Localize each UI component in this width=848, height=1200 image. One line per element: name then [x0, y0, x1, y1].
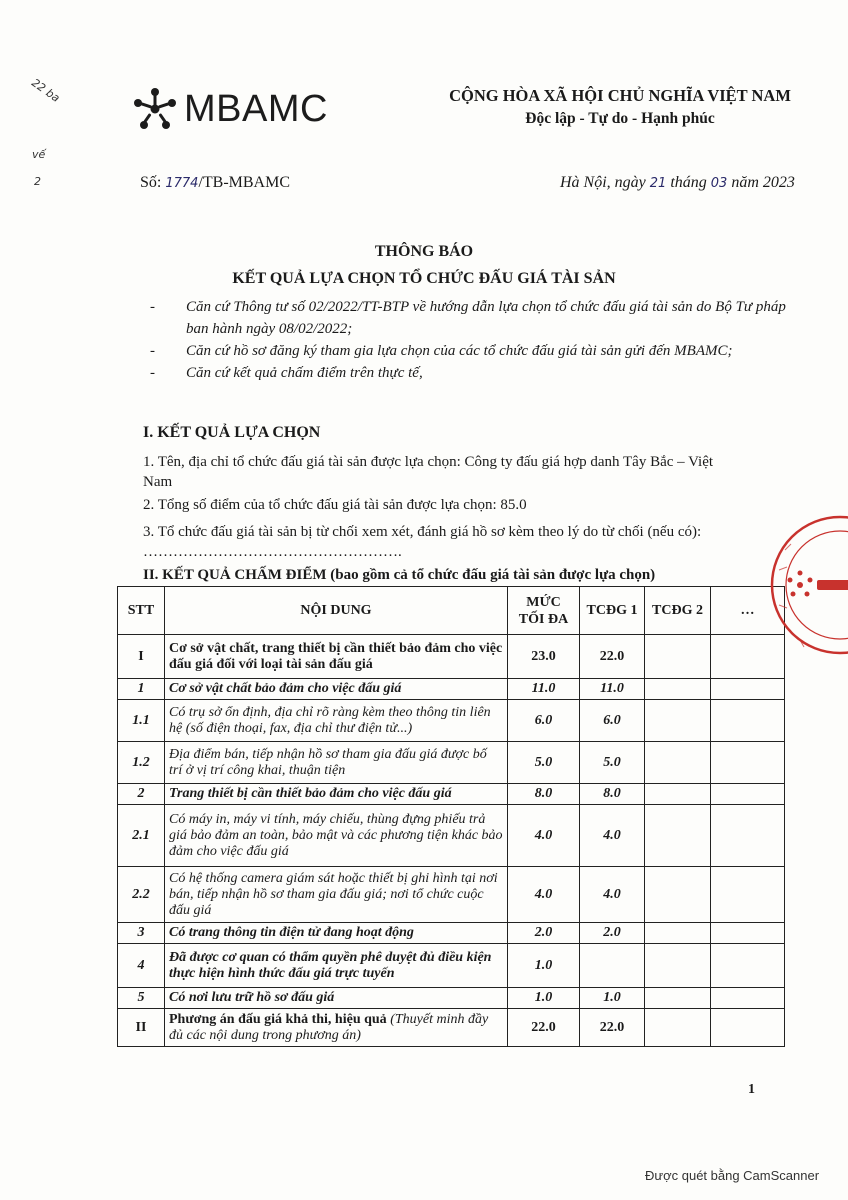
cell-content-text: Địa điểm bán, tiếp nhận hồ sơ tham gia đấu giá được bố trí ở vị trí công khai, thuận tiện: [169, 746, 487, 778]
header-tcdg-2: TCĐG 2: [645, 587, 711, 635]
cell-max-text: 1.0: [534, 957, 553, 973]
cell-stt: [118, 679, 165, 700]
cell-tcdg-1-text: 6.0: [603, 712, 621, 728]
legal-basis-list: [150, 296, 790, 384]
cell-content-text: Cơ sở vật chất, trang thiết bị cần thiết bảo đảm cho việc đấu giá đối với loại tài sản đấu giá: [169, 640, 503, 672]
section-2-note: (bao gồm cả tổ chức đấu giá tài sản được lựa chọn): [326, 567, 656, 583]
cell-max: [508, 700, 580, 742]
cell-tcdg-1-text: 11.0: [600, 681, 624, 696]
cell-content: [165, 867, 508, 923]
table-row: [118, 700, 785, 742]
cell-stt-text: 2.2: [132, 886, 150, 902]
cell-content: [165, 1009, 508, 1047]
basis-item: [150, 362, 790, 384]
cell-more: [711, 867, 785, 923]
page-number: 1: [748, 1082, 755, 1097]
cell-stt: [118, 867, 165, 923]
logo-text: MBAMC: [184, 88, 328, 130]
header-tcdg-1: TCĐG 1: [580, 587, 645, 635]
doc-number-suffix: /TB-MBAMC: [198, 174, 291, 191]
notice-title: THÔNG BÁO: [374, 243, 474, 260]
cell-max-text: 6.0: [534, 712, 553, 728]
date-month-prefix: tháng: [666, 174, 711, 191]
table-header-row: [118, 587, 785, 635]
cell-max: [508, 1009, 580, 1047]
table-row: [118, 867, 785, 923]
cell-content: [165, 805, 508, 867]
cell-tcdg-1: [580, 867, 645, 923]
cell-content-text: Có nơi lưu trữ hồ sơ đấu giá: [169, 990, 335, 1005]
cell-max-text: 4.0: [534, 827, 553, 843]
cell-content: [165, 700, 508, 742]
cell-stt: [118, 700, 165, 742]
cell-tcdg-2: [645, 867, 711, 923]
cell-more: [711, 679, 785, 700]
national-title: CỘNG HÒA XÃ HỘI CHỦ NGHĨA VIỆT NAM: [449, 86, 791, 105]
cell-max-text: 8.0: [534, 786, 553, 801]
date-suffix: năm 2023: [727, 174, 795, 191]
mbamc-logo: [130, 84, 360, 134]
cell-tcdg-1: [580, 923, 645, 944]
scanner-footer: Được quét bằng CamScanner: [645, 1168, 820, 1183]
table-row: [118, 923, 785, 944]
cell-content: [165, 988, 508, 1009]
cell-max: [508, 742, 580, 784]
basis-text: Căn cứ Thông tư số 02/2022/TT-BTP về hướng dẫn lựa chọn tổ chức đấu giá tài sản do Bộ Tư pháp ban hành ngày 08/02/2022;: [186, 299, 786, 337]
cell-tcdg-1: [580, 1009, 645, 1047]
cell-tcdg-2: [645, 635, 711, 679]
cell-tcdg-1-text: 8.0: [603, 786, 621, 801]
cell-tcdg-2: [645, 784, 711, 805]
cell-more: [711, 923, 785, 944]
cell-stt: [118, 784, 165, 805]
cell-stt-text: II: [135, 1019, 147, 1035]
cell-tcdg-1: [580, 988, 645, 1009]
cell-tcdg-1: [580, 679, 645, 700]
cell-content: [165, 635, 508, 679]
cell-max: [508, 635, 580, 679]
cell-max: [508, 944, 580, 988]
cell-stt-text: 1: [137, 681, 145, 696]
cell-max-text: 5.0: [534, 754, 553, 770]
cell-content-text: Trang thiết bị cần thiết bảo đảm cho việc đấu giá: [169, 786, 452, 801]
cell-content: [165, 944, 508, 988]
basis-dash: -: [150, 343, 155, 359]
cell-stt: [118, 988, 165, 1009]
cell-stt: [118, 923, 165, 944]
table-row: [118, 742, 785, 784]
cell-tcdg-1-text: 2.0: [603, 925, 621, 940]
motto: Độc lập - Tự do - Hạnh phúc: [525, 110, 715, 127]
cell-more: [711, 784, 785, 805]
basis-dash: -: [150, 299, 155, 315]
table-row: [118, 679, 785, 700]
cell-tcdg-2: [645, 1009, 711, 1047]
cell-more: [711, 1009, 785, 1047]
doc-number-handwritten: 1774: [165, 176, 199, 191]
cell-tcdg-2: [645, 700, 711, 742]
cell-stt-text: 1.2: [132, 754, 150, 770]
cell-max: [508, 805, 580, 867]
star-logo-icon: [130, 84, 180, 134]
cell-tcdg-1: [580, 944, 645, 988]
cell-content: [165, 784, 508, 805]
date-day: 21: [649, 176, 667, 191]
section-1-paragraph-2: 2. Tổng số điểm của tổ chức đấu giá tài sản được lựa chọn: 85.0: [143, 497, 527, 513]
date-month: 03: [710, 176, 728, 191]
cell-tcdg-2: [645, 742, 711, 784]
cell-tcdg-1: [580, 742, 645, 784]
section-1-paragraph-3: 3. Tổ chức đấu giá tài sản bị từ chối xem xét, đánh giá hồ sơ kèm theo lý do từ chối (nếu có): …………………………………………….: [143, 524, 702, 560]
cell-tcdg-1-text: 22.0: [599, 648, 625, 664]
cell-max: [508, 784, 580, 805]
table-row: [118, 635, 785, 679]
header-max: MỨC TỐI ĐA: [508, 587, 580, 635]
cell-max-text: 4.0: [534, 886, 553, 902]
margin-note-1: 22 ba: [29, 76, 63, 105]
cell-tcdg-1: [580, 805, 645, 867]
cell-more: [711, 700, 785, 742]
basis-item: [150, 340, 790, 362]
cell-more: [711, 944, 785, 988]
cell-content: [165, 679, 508, 700]
cell-tcdg-2: [645, 923, 711, 944]
cell-tcdg-2: [645, 988, 711, 1009]
cell-tcdg-1: [580, 635, 645, 679]
header-content: NỘI DUNG: [165, 587, 508, 635]
cell-stt-text: 3: [137, 925, 145, 940]
cell-stt-text: 4: [137, 957, 145, 973]
notice-subtitle: KẾT QUẢ LỰA CHỌN TỔ CHỨC ĐẤU GIÁ TÀI SẢN: [232, 270, 616, 287]
cell-content-text: Phương án đấu giá khả thi, hiệu quả: [169, 1011, 387, 1027]
document-date: [560, 174, 795, 192]
cell-more: [711, 805, 785, 867]
cell-stt-text: 5: [137, 990, 145, 1005]
cell-tcdg-1: [580, 700, 645, 742]
section-2-title: II. KẾT QUẢ CHẤM ĐIỂM: [143, 567, 327, 583]
cell-stt-text: 1.1: [132, 712, 150, 728]
basis-text: Căn cứ kết quả chấm điểm trên thực tế,: [186, 365, 423, 381]
margin-note-2: vế: [32, 148, 46, 161]
cell-tcdg-1-text: 22.0: [599, 1019, 625, 1035]
cell-tcdg-1-text: 4.0: [603, 827, 621, 843]
cell-content-text: Có trang thông tin điện tử đang hoạt động: [169, 925, 414, 940]
cell-content-text: Có trụ sở ổn định, địa chỉ rõ ràng kèm theo thông tin liên hệ (số điện thoại, fax, địa chỉ thư điện tử...): [169, 704, 491, 736]
cell-more: [711, 742, 785, 784]
cell-content-text: Cơ sở vật chất bảo đảm cho việc đấu giá: [169, 681, 402, 696]
score-table: [117, 586, 785, 1047]
table-row: [118, 784, 785, 805]
cell-stt-text: 2.1: [132, 827, 150, 843]
cell-content-text: Có hệ thống camera giám sát hoặc thiết bị ghi hình tại nơi bán, tiếp nhận hồ sơ tham gia đấu giá; nơi tổ chức cuộc đấu giá: [169, 870, 498, 918]
cell-max: [508, 679, 580, 700]
table-row: [118, 805, 785, 867]
cell-stt: [118, 944, 165, 988]
table-row: [118, 988, 785, 1009]
cell-content-note: (Thuyết minh đầy đủ các nội dung trong phương án): [169, 1011, 489, 1043]
cell-max: [508, 923, 580, 944]
cell-tcdg-2: [645, 805, 711, 867]
red-seal-stamp: [755, 510, 848, 660]
section-1-paragraph-1: 1. Tên, địa chỉ tổ chức đấu giá tài sản được lựa chọn: Công ty đấu giá hợp danh Tây Bắc – Việt Nam: [143, 454, 714, 490]
section-2-heading: [143, 567, 655, 584]
table-row: [118, 944, 785, 988]
cell-stt: [118, 805, 165, 867]
cell-stt: [118, 742, 165, 784]
section-1-heading: I. KẾT QUẢ LỰA CHỌN: [143, 424, 321, 441]
cell-stt-text: 2: [137, 786, 145, 801]
cell-max: [508, 867, 580, 923]
cell-content-text: Đã được cơ quan có thẩm quyền phê duyệt đủ điều kiện thực hiện hình thức đấu giá trực tuyến: [169, 949, 492, 981]
cell-tcdg-2: [645, 944, 711, 988]
cell-tcdg-1-text: 4.0: [603, 886, 621, 902]
header-stt: STT: [118, 587, 165, 635]
basis-text: Căn cứ hồ sơ đăng ký tham gia lựa chọn của các tổ chức đấu giá tài sản gửi đến MBAMC;: [186, 343, 733, 359]
cell-content: [165, 742, 508, 784]
cell-tcdg-1-text: 5.0: [603, 754, 621, 770]
cell-more: [711, 988, 785, 1009]
cell-max-text: 22.0: [531, 1019, 556, 1035]
cell-max: [508, 988, 580, 1009]
date-prefix: Hà Nội, ngày: [560, 174, 650, 191]
cell-max-text: 11.0: [531, 681, 556, 696]
cell-stt-text: I: [138, 648, 144, 664]
document-number: [140, 174, 290, 192]
margin-note-3: 2: [34, 175, 41, 188]
table-row: [118, 1009, 785, 1047]
cell-max-text: 2.0: [534, 925, 553, 940]
cell-max-text: 1.0: [534, 990, 553, 1005]
cell-content: [165, 923, 508, 944]
cell-tcdg-1-text: 1.0: [603, 990, 621, 1005]
basis-dash: -: [150, 365, 155, 381]
national-header: [440, 86, 800, 128]
doc-number-prefix: Số:: [140, 174, 166, 191]
basis-item: [150, 296, 790, 340]
cell-max-text: 23.0: [531, 648, 556, 664]
header-more: …: [711, 587, 785, 635]
cell-stt: [118, 1009, 165, 1047]
cell-stt: [118, 635, 165, 679]
cell-tcdg-1: [580, 784, 645, 805]
cell-tcdg-2: [645, 679, 711, 700]
cell-content-text: Có máy in, máy vi tính, máy chiếu, thùng đựng phiếu trả giá bảo đảm an toàn, bảo mật và các phương tiện khác bảo đảm cho việc đấu giá: [169, 811, 503, 859]
